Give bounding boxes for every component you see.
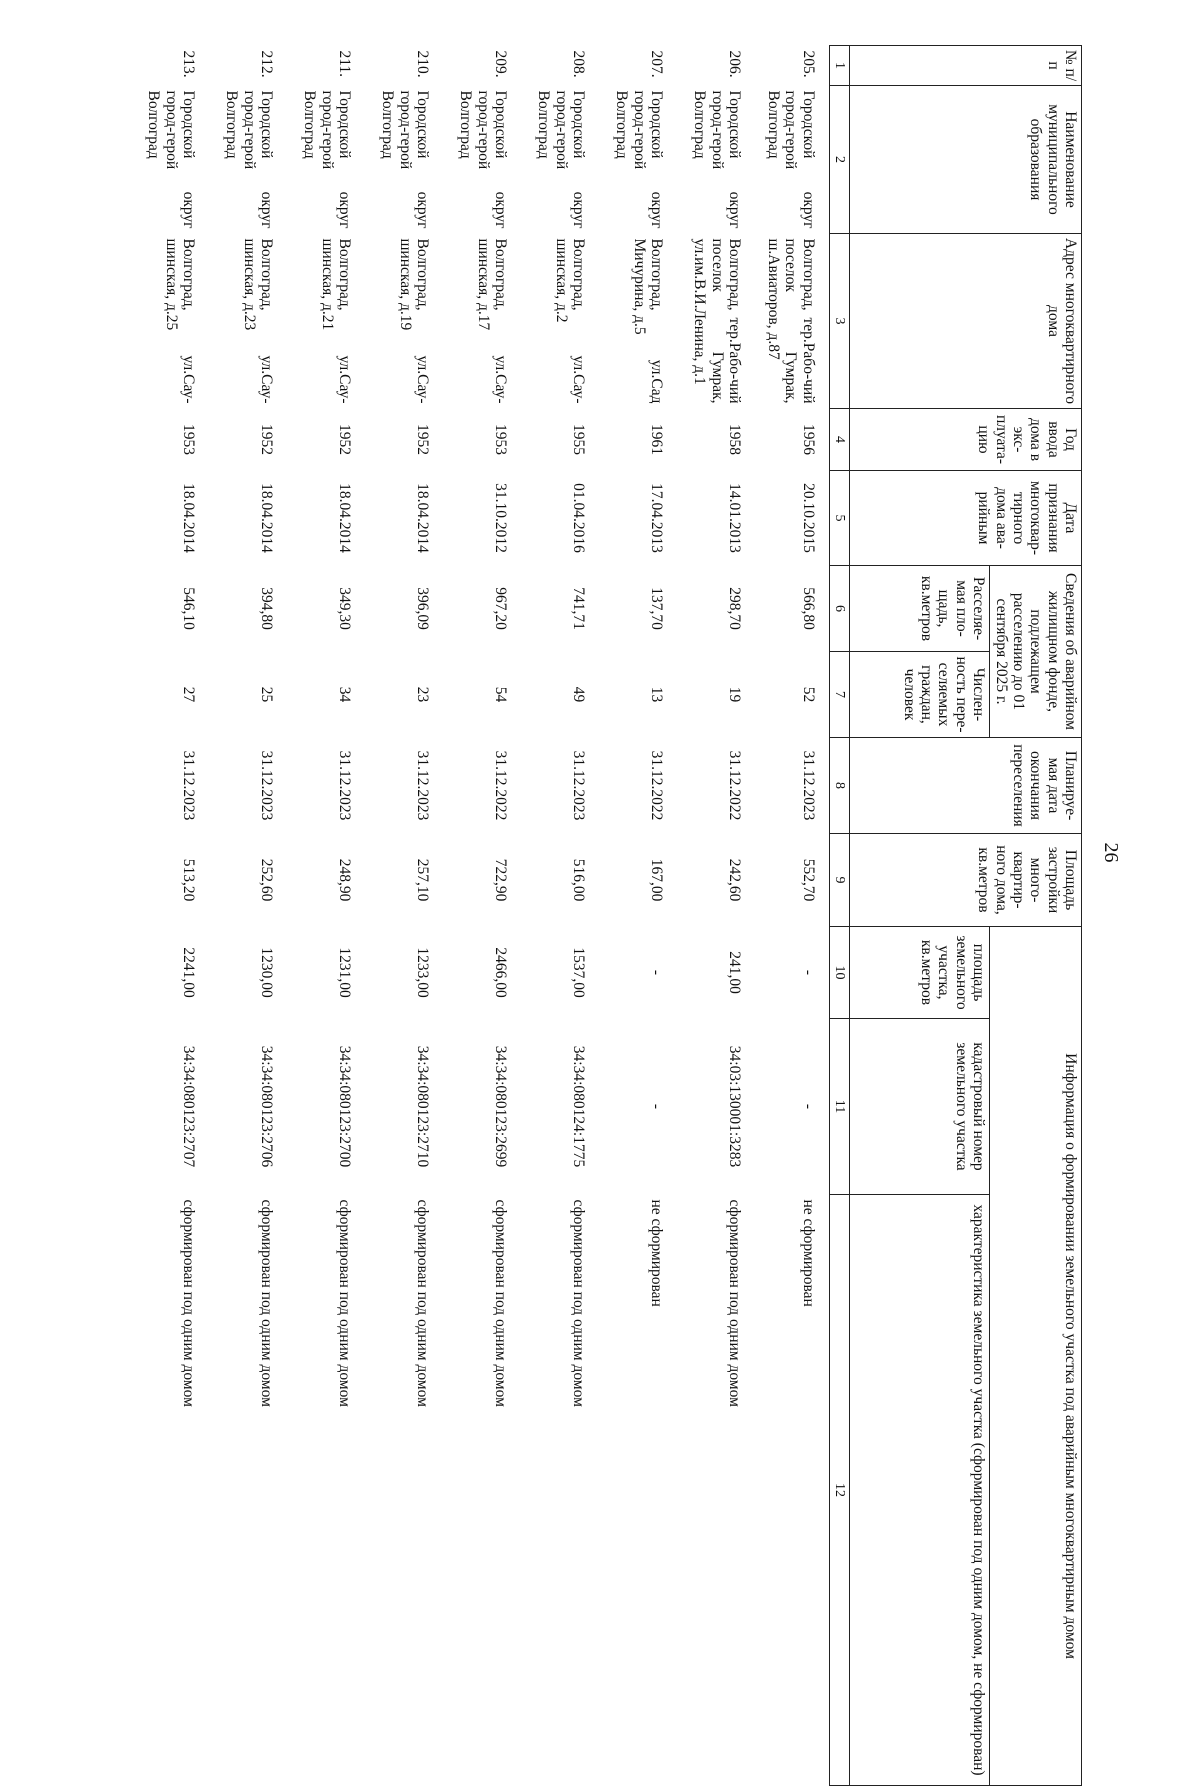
col-number: 8 xyxy=(829,738,850,834)
header-cadastral: кадастровый номер земельного участка xyxy=(850,1019,990,1195)
municipality-cell: Городской округ город-герой Волгоград xyxy=(691,90,744,229)
header-end-date: Планируе-мая дата окончания переселения xyxy=(850,738,1082,834)
header-people: Числен-ность пере-селяемых граждан, человек xyxy=(850,652,990,738)
resettled-area-cell: 566,80 xyxy=(799,587,817,630)
table-row xyxy=(361,46,439,1786)
building-area-cell: 248,90 xyxy=(336,858,354,902)
end-date-cell: 31.12.2022 xyxy=(726,750,744,821)
people-count-cell: 54 xyxy=(492,686,510,703)
row-number: 206. xyxy=(726,50,744,78)
municipality-cell: Городской округ город-герой Волгоград xyxy=(379,90,432,229)
end-date-cell: 31.12.2023 xyxy=(180,750,198,821)
table-row xyxy=(205,46,283,1786)
cadastral-number-cell: 34:34:080123:2706 xyxy=(258,1045,276,1168)
col-number: 12 xyxy=(829,1195,850,1786)
municipality-cell: Городской округ город-герой Волгоград xyxy=(145,90,198,229)
cadastral-number-cell: - xyxy=(799,1103,817,1110)
building-area-cell: 552,70 xyxy=(799,858,817,902)
header-emergency-group: Сведения об аварийном жилищном фонде, подлежащем расселению до 01 сентября 2025 г. xyxy=(990,566,1082,738)
row-number: 205. xyxy=(799,50,817,78)
col-number: 10 xyxy=(829,927,850,1019)
people-count-cell: 49 xyxy=(570,686,588,703)
table-row xyxy=(751,46,829,1786)
end-date-cell: 31.12.2023 xyxy=(336,750,354,821)
municipality-cell: Городской округ город-герой Волгоград xyxy=(457,90,510,229)
cadastral-number-cell: 34:34:080123:2707 xyxy=(180,1045,198,1168)
land-status-cell: не сформирован xyxy=(799,1199,817,1307)
row-number: 212. xyxy=(258,50,276,78)
address-cell: Волгоград, ул.Сау-шинская, д.23 xyxy=(240,238,276,404)
table-row xyxy=(673,46,751,1786)
header-address: Адрес многоквартирного дома xyxy=(850,234,1082,409)
resettled-area-cell: 967,20 xyxy=(492,587,510,630)
emergency-housing-table xyxy=(127,45,1082,1786)
municipality-cell: Городской округ город-герой Волгоград xyxy=(764,90,817,229)
resettled-area-cell: 396,09 xyxy=(414,587,432,630)
land-area-cell: 1233,00 xyxy=(414,947,432,998)
people-count-cell: 27 xyxy=(180,686,198,703)
resettled-area-cell: 546,10 xyxy=(180,587,198,630)
recognition-date-cell: 20.10.2015 xyxy=(799,483,817,553)
end-date-cell: 31.12.2023 xyxy=(570,750,588,821)
recognition-date-cell: 17.04.2013 xyxy=(648,483,666,553)
address-cell: Волгоград, тер.Рабо-чий поселок Гумрак, ул.им.В.И.Ленина, д.1 xyxy=(691,238,744,404)
land-status-cell: сформирован под одним домом xyxy=(180,1199,198,1407)
table-row xyxy=(517,46,595,1786)
header-land-area: площадь земельного участка, кв.метров xyxy=(850,927,990,1019)
year-cell: 1952 xyxy=(414,424,432,455)
land-area-cell: 241,00 xyxy=(726,951,744,994)
land-status-cell: сформирован под одним домом xyxy=(336,1199,354,1407)
people-count-cell: 25 xyxy=(258,686,276,703)
address-cell: Волгоград, ул.Сау-шинская, д.21 xyxy=(318,238,354,404)
recognition-date-cell: 14.01.2013 xyxy=(726,483,744,553)
header-date: Дата признания многоквар-тирного дома ава-рийным xyxy=(850,471,1082,566)
col-number: 3 xyxy=(829,234,850,409)
people-count-cell: 23 xyxy=(414,686,432,703)
header-year: Год ввода дома в экс-плуата-цию xyxy=(850,409,1082,471)
land-area-cell: 2466,00 xyxy=(492,947,510,998)
address-cell: Волгоград, тер.Рабо-чий поселок Гумрак, ш.Авиаторов, д.87 xyxy=(764,238,817,404)
row-number: 209. xyxy=(492,50,510,78)
end-date-cell: 31.12.2023 xyxy=(799,750,817,821)
col-number: 5 xyxy=(829,471,850,566)
address-cell: Волгоград, ул.Сау-шинская, д.25 xyxy=(162,238,198,404)
people-count-cell: 13 xyxy=(648,686,666,703)
row-number: 213. xyxy=(180,50,198,78)
resettled-area-cell: 137,70 xyxy=(648,587,666,630)
table-row xyxy=(439,46,517,1786)
col-number: 7 xyxy=(829,652,850,738)
land-area-cell: 1230,00 xyxy=(258,947,276,998)
recognition-date-cell: 18.04.2014 xyxy=(414,483,432,553)
cadastral-number-cell: 34:03:130001:3283 xyxy=(726,1045,744,1168)
building-area-cell: 513,20 xyxy=(180,858,198,902)
cadastral-number-cell: 34:34:080123:2700 xyxy=(336,1045,354,1168)
col-number: 4 xyxy=(829,409,850,471)
cadastral-number-cell: 34:34:080124:1775 xyxy=(570,1045,588,1168)
resettled-area-cell: 394,80 xyxy=(258,587,276,630)
table-body xyxy=(127,46,829,1786)
recognition-date-cell: 18.04.2014 xyxy=(336,483,354,553)
address-cell: Волгоград, ул.Сау-шинская, д.19 xyxy=(396,238,432,404)
municipality-cell: Городской округ город-герой Волгоград xyxy=(535,90,588,229)
recognition-date-cell: 01.04.2016 xyxy=(570,483,588,553)
cadastral-number-cell: 34:34:080123:2710 xyxy=(414,1045,432,1168)
year-cell: 1955 xyxy=(570,424,588,455)
table-row xyxy=(127,46,205,1786)
end-date-cell: 31.12.2022 xyxy=(492,750,510,821)
year-cell: 1952 xyxy=(336,424,354,455)
land-area-cell: 1231,00 xyxy=(336,947,354,998)
land-status-cell: не сформирован xyxy=(648,1199,666,1307)
year-cell: 1958 xyxy=(726,424,744,455)
row-number: 208. xyxy=(570,50,588,78)
year-cell: 1952 xyxy=(258,424,276,455)
page-number: 26 xyxy=(1100,842,1122,863)
building-area-cell: 252,60 xyxy=(258,858,276,902)
people-count-cell: 19 xyxy=(726,686,744,703)
land-area-cell: - xyxy=(648,969,666,976)
year-cell: 1953 xyxy=(492,424,510,455)
land-status-cell: сформирован под одним домом xyxy=(570,1199,588,1407)
land-area-cell: - xyxy=(799,969,817,976)
building-area-cell: 722,90 xyxy=(492,858,510,902)
col-number: 11 xyxy=(829,1019,850,1195)
table-row xyxy=(283,46,361,1786)
recognition-date-cell: 31.10.2012 xyxy=(492,483,510,553)
municipality-cell: Городской округ город-герой Волгоград xyxy=(223,90,276,229)
header-municipality: Наименование муниципального образования xyxy=(850,86,1082,234)
table-row xyxy=(595,46,673,1786)
row-number: 210. xyxy=(414,50,432,78)
municipality-cell: Городской округ город-герой Волгоград xyxy=(613,90,666,229)
resettled-area-cell: 349,30 xyxy=(336,587,354,630)
year-cell: 1961 xyxy=(648,424,666,455)
people-count-cell: 34 xyxy=(336,686,354,703)
end-date-cell: 31.12.2022 xyxy=(648,750,666,821)
land-status-cell: сформирован под одним домом xyxy=(258,1199,276,1407)
land-status-cell: сформирован под одним домом xyxy=(414,1199,432,1407)
year-cell: 1956 xyxy=(799,424,817,455)
resettled-area-cell: 298,70 xyxy=(726,587,744,630)
resettled-area-cell: 741,71 xyxy=(570,587,588,630)
header-building-area: Площадь застройки много-квартир-ного дома, кв.метров xyxy=(850,834,1082,927)
header-area: Расселяе-мая пло-щадь, кв.метров xyxy=(850,566,990,652)
land-status-cell: сформирован под одним домом xyxy=(726,1199,744,1407)
building-area-cell: 257,10 xyxy=(414,858,432,902)
building-area-cell: 516,00 xyxy=(570,858,588,902)
land-area-cell: 2241,00 xyxy=(180,947,198,998)
header-land-group: Информация о формировании земельного участка под аварийным многоквартирным домом xyxy=(990,927,1082,1786)
municipality-cell: Городской округ город-герой Волгоград xyxy=(301,90,354,229)
recognition-date-cell: 18.04.2014 xyxy=(258,483,276,553)
cadastral-number-cell: 34:34:080123:2699 xyxy=(492,1045,510,1168)
year-cell: 1953 xyxy=(180,424,198,455)
address-cell: Волгоград, ул.Сау-шинская, д.17 xyxy=(474,238,510,404)
people-count-cell: 52 xyxy=(799,686,817,703)
col-number: 9 xyxy=(829,834,850,927)
row-number: 211. xyxy=(336,50,354,78)
col-number: 6 xyxy=(829,566,850,652)
cadastral-number-cell: - xyxy=(648,1103,666,1110)
land-status-cell: сформирован под одним домом xyxy=(492,1199,510,1407)
col-number: 2 xyxy=(829,86,850,234)
header-land-char: характеристика земельного участка (сформирован под одним домом, не сформирован) xyxy=(850,1195,990,1786)
building-area-cell: 167,00 xyxy=(648,858,666,902)
col-number: 1 xyxy=(829,46,850,86)
row-number: 207. xyxy=(648,50,666,78)
end-date-cell: 31.12.2023 xyxy=(258,750,276,821)
header-num: № п/п xyxy=(850,46,1082,86)
building-area-cell: 242,60 xyxy=(726,858,744,902)
address-cell: Волгоград, ул.Сад Мичурина, д.5 xyxy=(630,238,666,404)
recognition-date-cell: 18.04.2014 xyxy=(180,483,198,553)
land-area-cell: 1537,00 xyxy=(570,947,588,998)
address-cell: Волгоград, ул.Сау-шинская, д.2 xyxy=(552,238,588,404)
end-date-cell: 31.12.2023 xyxy=(414,750,432,821)
